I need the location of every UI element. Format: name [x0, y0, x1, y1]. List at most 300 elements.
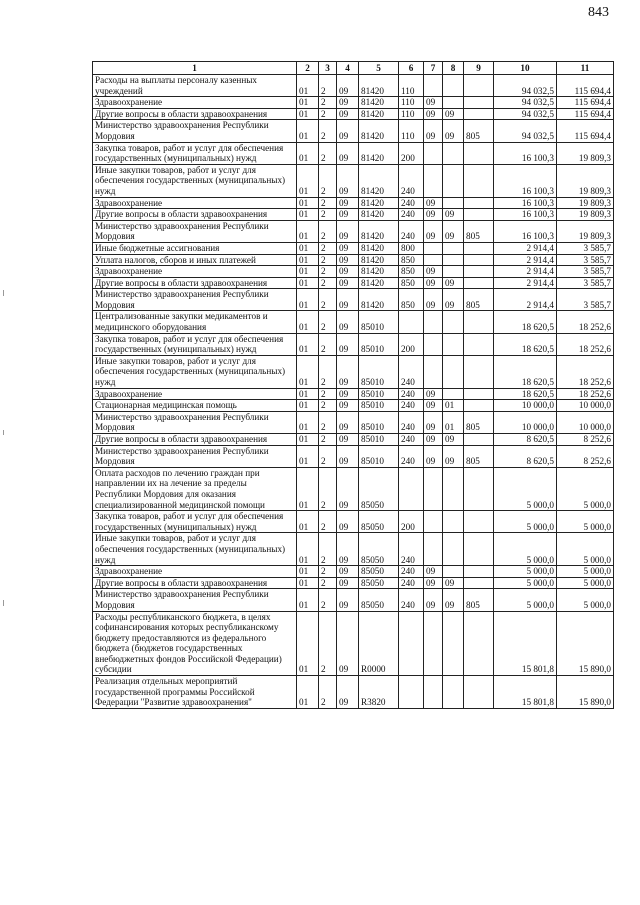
table-row [93, 254, 614, 266]
amount-cell: 5 000,0 [494, 533, 557, 566]
row-name-cell: Другие вопросы в области здравоохранения [93, 434, 297, 446]
code-cell: 09 [337, 400, 359, 412]
code-cell: 09 [337, 577, 359, 589]
code-cell: 09 [443, 120, 464, 142]
amount-cell: 94 032,5 [494, 120, 557, 142]
code-cell [464, 209, 494, 221]
code-cell: 800 [399, 242, 424, 254]
code-cell: 01 [297, 511, 319, 533]
code-cell: 110 [399, 75, 424, 97]
row-name-cell: Здравоохранение [93, 566, 297, 578]
code-cell: 200 [399, 333, 424, 355]
code-cell: 01 [297, 209, 319, 221]
amount-cell: 5 000,0 [494, 577, 557, 589]
row-name-cell: Централизованные закупки медикаментов и медицинского оборудования [93, 311, 297, 333]
amount-cell: 15 801,8 [494, 676, 557, 709]
code-cell [443, 254, 464, 266]
code-cell: 09 [424, 289, 443, 311]
code-cell: 200 [399, 142, 424, 164]
code-cell [443, 311, 464, 333]
code-cell: 01 [443, 411, 464, 433]
amount-cell: 8 620,5 [494, 445, 557, 467]
code-cell: 110 [399, 97, 424, 109]
code-cell: 240 [399, 220, 424, 242]
amount-cell: 5 000,0 [557, 589, 614, 611]
code-cell [464, 566, 494, 578]
table-row [93, 75, 614, 97]
code-cell [424, 164, 443, 197]
code-cell: 850 [399, 254, 424, 266]
table-row [93, 220, 614, 242]
scan-mark [3, 290, 4, 296]
code-cell: 240 [399, 589, 424, 611]
amount-cell: 2 914,4 [494, 277, 557, 289]
table-row [93, 445, 614, 467]
table-row [93, 355, 614, 388]
code-cell: 09 [424, 589, 443, 611]
code-cell: 240 [399, 411, 424, 433]
code-cell: 81420 [359, 97, 399, 109]
code-cell: 2 [319, 289, 337, 311]
amount-cell: 8 620,5 [494, 434, 557, 446]
code-cell: 09 [424, 266, 443, 278]
code-cell: 2 [319, 411, 337, 433]
code-cell: 240 [399, 388, 424, 400]
row-name-cell: Здравоохранение [93, 197, 297, 209]
amount-cell: 10 000,0 [557, 411, 614, 433]
code-cell: R0000 [359, 611, 399, 676]
row-name-cell: Министерство здравоохранения Республики Мордовия [93, 120, 297, 142]
table-row [93, 434, 614, 446]
code-cell [464, 355, 494, 388]
code-cell: 09 [337, 254, 359, 266]
code-cell: 81420 [359, 108, 399, 120]
code-cell: 01 [297, 289, 319, 311]
code-cell [443, 142, 464, 164]
code-cell: 09 [424, 220, 443, 242]
code-cell [464, 75, 494, 97]
budget-table [92, 61, 614, 709]
code-cell: 81420 [359, 142, 399, 164]
amount-cell: 18 620,5 [494, 311, 557, 333]
code-cell [424, 611, 443, 676]
code-cell [424, 467, 443, 510]
code-cell: 09 [424, 97, 443, 109]
code-cell: 81420 [359, 220, 399, 242]
code-cell: 85010 [359, 411, 399, 433]
code-cell [464, 577, 494, 589]
code-cell [464, 467, 494, 510]
code-cell: 09 [424, 108, 443, 120]
row-name-cell: Другие вопросы в области здравоохранения [93, 577, 297, 589]
code-cell: 85050 [359, 467, 399, 510]
code-cell: 01 [297, 108, 319, 120]
code-cell [443, 333, 464, 355]
code-cell: 240 [399, 355, 424, 388]
code-cell [424, 311, 443, 333]
code-cell [424, 511, 443, 533]
code-cell: 2 [319, 120, 337, 142]
code-cell: 2 [319, 355, 337, 388]
code-cell: 09 [424, 388, 443, 400]
amount-cell: 5 000,0 [494, 511, 557, 533]
code-cell: 09 [337, 589, 359, 611]
header-cell: 11 [557, 62, 614, 75]
table-row [93, 577, 614, 589]
row-name-cell: Уплата налогов, сборов и иных платежей [93, 254, 297, 266]
amount-cell: 5 000,0 [557, 467, 614, 510]
code-cell: 2 [319, 467, 337, 510]
amount-cell: 15 890,0 [557, 611, 614, 676]
code-cell: 2 [319, 400, 337, 412]
code-cell [464, 533, 494, 566]
code-cell: 09 [424, 277, 443, 289]
table-row [93, 209, 614, 221]
code-cell: 01 [297, 411, 319, 433]
amount-cell: 2 914,4 [494, 266, 557, 278]
code-cell: 01 [297, 254, 319, 266]
code-cell: 240 [399, 209, 424, 221]
code-cell: 81420 [359, 209, 399, 221]
code-cell: 09 [443, 577, 464, 589]
code-cell [424, 333, 443, 355]
code-cell [424, 142, 443, 164]
code-cell: 240 [399, 533, 424, 566]
table-row [93, 333, 614, 355]
code-cell: 240 [399, 400, 424, 412]
code-cell [443, 197, 464, 209]
code-cell: 09 [337, 277, 359, 289]
table-row [93, 589, 614, 611]
amount-cell: 5 000,0 [557, 511, 614, 533]
code-cell: 01 [297, 589, 319, 611]
amount-cell: 3 585,7 [557, 266, 614, 278]
amount-cell: 19 809,3 [557, 220, 614, 242]
code-cell [464, 400, 494, 412]
code-cell: 09 [337, 289, 359, 311]
row-name-cell: Министерство здравоохранения Республики Мордовия [93, 220, 297, 242]
code-cell: 09 [443, 277, 464, 289]
code-cell: 09 [443, 220, 464, 242]
code-cell: R3820 [359, 676, 399, 709]
code-cell [424, 355, 443, 388]
code-cell: 2 [319, 242, 337, 254]
header-cell: 2 [297, 62, 319, 75]
code-cell: 2 [319, 108, 337, 120]
code-cell: 01 [297, 676, 319, 709]
code-cell: 01 [297, 533, 319, 566]
code-cell: 2 [319, 311, 337, 333]
code-cell: 85050 [359, 589, 399, 611]
table-row [93, 289, 614, 311]
row-name-cell: Иные бюджетные ассигнования [93, 242, 297, 254]
amount-cell: 18 252,6 [557, 333, 614, 355]
amount-cell: 18 620,5 [494, 355, 557, 388]
code-cell: 81420 [359, 75, 399, 97]
code-cell: 240 [399, 577, 424, 589]
row-name-cell: Министерство здравоохранения Республики Мордовия [93, 589, 297, 611]
code-cell [399, 467, 424, 510]
table-row [93, 164, 614, 197]
code-cell: 200 [399, 511, 424, 533]
code-cell [464, 254, 494, 266]
code-cell [464, 142, 494, 164]
code-cell: 81420 [359, 242, 399, 254]
code-cell [424, 75, 443, 97]
amount-cell: 16 100,3 [494, 142, 557, 164]
code-cell [424, 254, 443, 266]
row-name-cell: Здравоохранение [93, 97, 297, 109]
code-cell [399, 311, 424, 333]
code-cell [424, 242, 443, 254]
amount-cell: 115 694,4 [557, 97, 614, 109]
code-cell: 110 [399, 108, 424, 120]
code-cell [464, 242, 494, 254]
code-cell: 01 [297, 566, 319, 578]
code-cell: 805 [464, 289, 494, 311]
row-name-cell: Здравоохранение [93, 266, 297, 278]
code-cell: 09 [443, 108, 464, 120]
table-row [93, 266, 614, 278]
code-cell: 09 [337, 676, 359, 709]
code-cell: 01 [297, 311, 319, 333]
code-cell: 81420 [359, 164, 399, 197]
amount-cell: 18 620,5 [494, 388, 557, 400]
code-cell: 01 [297, 97, 319, 109]
code-cell: 2 [319, 533, 337, 566]
code-cell: 09 [424, 566, 443, 578]
code-cell: 09 [337, 97, 359, 109]
code-cell [424, 533, 443, 566]
row-name-cell: Здравоохранение [93, 388, 297, 400]
code-cell: 240 [399, 197, 424, 209]
code-cell [443, 242, 464, 254]
amount-cell: 5 000,0 [557, 577, 614, 589]
amount-cell: 3 585,7 [557, 277, 614, 289]
code-cell: 2 [319, 333, 337, 355]
code-cell: 2 [319, 566, 337, 578]
amount-cell: 18 252,6 [557, 311, 614, 333]
code-cell: 81420 [359, 289, 399, 311]
code-cell: 2 [319, 277, 337, 289]
code-cell: 2 [319, 142, 337, 164]
amount-cell: 2 914,4 [494, 254, 557, 266]
code-cell: 09 [424, 445, 443, 467]
code-cell: 81420 [359, 277, 399, 289]
table-row [93, 566, 614, 578]
amount-cell: 18 620,5 [494, 333, 557, 355]
code-cell: 850 [399, 289, 424, 311]
code-cell [443, 266, 464, 278]
code-cell: 2 [319, 220, 337, 242]
amount-cell: 94 032,5 [494, 108, 557, 120]
code-cell: 09 [337, 142, 359, 164]
code-cell: 01 [297, 164, 319, 197]
table-row [93, 277, 614, 289]
code-cell: 09 [337, 197, 359, 209]
code-cell: 850 [399, 266, 424, 278]
code-cell [464, 266, 494, 278]
code-cell: 2 [319, 254, 337, 266]
code-cell [464, 277, 494, 289]
table-row [93, 400, 614, 412]
code-cell [443, 533, 464, 566]
code-cell: 110 [399, 120, 424, 142]
code-cell: 2 [319, 434, 337, 446]
code-cell: 01 [297, 611, 319, 676]
table-row [93, 311, 614, 333]
code-cell: 09 [337, 533, 359, 566]
code-cell: 81420 [359, 120, 399, 142]
code-cell: 240 [399, 566, 424, 578]
code-cell: 09 [337, 611, 359, 676]
code-cell [464, 388, 494, 400]
table-row [93, 120, 614, 142]
table-row [93, 533, 614, 566]
amount-cell: 5 000,0 [494, 566, 557, 578]
amount-cell: 94 032,5 [494, 75, 557, 97]
amount-cell: 2 914,4 [494, 242, 557, 254]
code-cell [443, 164, 464, 197]
header-cell: 10 [494, 62, 557, 75]
code-cell [464, 676, 494, 709]
amount-cell: 115 694,4 [557, 120, 614, 142]
code-cell: 81420 [359, 254, 399, 266]
code-cell: 09 [443, 445, 464, 467]
table-row [93, 467, 614, 510]
code-cell: 09 [337, 75, 359, 97]
scan-mark [3, 600, 4, 606]
row-name-cell: Реализация отдельных мероприятий государственной программы Российской Федерации "Развитие здравоохранения" [93, 676, 297, 709]
row-name-cell: Министерство здравоохранения Республики Мордовия [93, 289, 297, 311]
amount-cell: 5 000,0 [494, 589, 557, 611]
code-cell [464, 434, 494, 446]
amount-cell: 19 809,3 [557, 164, 614, 197]
code-cell: 09 [337, 411, 359, 433]
code-cell: 01 [297, 445, 319, 467]
code-cell: 2 [319, 611, 337, 676]
code-cell: 85050 [359, 511, 399, 533]
code-cell [464, 333, 494, 355]
code-cell [443, 511, 464, 533]
code-cell: 09 [424, 411, 443, 433]
code-cell: 09 [337, 242, 359, 254]
code-cell: 240 [399, 434, 424, 446]
code-cell: 85050 [359, 566, 399, 578]
code-cell [443, 388, 464, 400]
code-cell: 805 [464, 120, 494, 142]
amount-cell: 16 100,3 [494, 164, 557, 197]
table-row [93, 611, 614, 676]
code-cell [443, 611, 464, 676]
code-cell: 09 [337, 311, 359, 333]
code-cell [399, 611, 424, 676]
code-cell: 240 [399, 445, 424, 467]
header-cell: 3 [319, 62, 337, 75]
code-cell: 09 [337, 333, 359, 355]
code-cell: 01 [297, 142, 319, 164]
amount-cell: 15 890,0 [557, 676, 614, 709]
amount-cell: 10 000,0 [494, 400, 557, 412]
code-cell: 01 [443, 400, 464, 412]
code-cell: 85010 [359, 311, 399, 333]
header-cell: 1 [93, 62, 297, 75]
code-cell: 09 [337, 445, 359, 467]
amount-cell: 10 000,0 [494, 411, 557, 433]
amount-cell: 2 914,4 [494, 289, 557, 311]
code-cell [464, 311, 494, 333]
row-name-cell: Иные закупки товаров, работ и услуг для обеспечения государственных (муниципальных) нужд [93, 164, 297, 197]
amount-cell: 3 585,7 [557, 242, 614, 254]
code-cell: 2 [319, 164, 337, 197]
code-cell: 09 [337, 120, 359, 142]
table-row [93, 411, 614, 433]
code-cell: 01 [297, 197, 319, 209]
code-cell: 09 [337, 266, 359, 278]
code-cell: 2 [319, 197, 337, 209]
code-cell: 09 [424, 197, 443, 209]
code-cell [443, 467, 464, 510]
amount-cell: 16 100,3 [494, 209, 557, 221]
amount-cell: 3 585,7 [557, 254, 614, 266]
code-cell: 01 [297, 333, 319, 355]
code-cell: 81420 [359, 266, 399, 278]
table-row [93, 388, 614, 400]
code-cell: 09 [424, 434, 443, 446]
code-cell: 01 [297, 277, 319, 289]
amount-cell: 8 252,6 [557, 434, 614, 446]
code-cell: 2 [319, 445, 337, 467]
header-cell: 9 [464, 62, 494, 75]
code-cell: 01 [297, 355, 319, 388]
code-cell: 01 [297, 388, 319, 400]
code-cell [464, 97, 494, 109]
row-name-cell: Расходы республиканского бюджета, в целях софинансирования которых республиканскому бюджету предоставляются из федерального бюджета (бюджетов государственных внебюджетных фондов Российской Федерации) субсидии [93, 611, 297, 676]
table-row [93, 511, 614, 533]
code-cell: 85010 [359, 388, 399, 400]
code-cell: 09 [337, 164, 359, 197]
row-name-cell: Оплата расходов по лечению граждан при направлении их на лечение за пределы Республики Мордовия для оказания специализированной медицинской помощи [93, 467, 297, 510]
code-cell: 09 [443, 209, 464, 221]
table-row [93, 108, 614, 120]
code-cell: 2 [319, 388, 337, 400]
amount-cell: 16 100,3 [494, 197, 557, 209]
code-cell [464, 611, 494, 676]
code-cell: 2 [319, 511, 337, 533]
row-name-cell: Закупка товаров, работ и услуг для обеспечения государственных (муниципальных) нужд [93, 511, 297, 533]
code-cell [443, 355, 464, 388]
code-cell [443, 566, 464, 578]
table-body [93, 75, 614, 709]
code-cell: 805 [464, 220, 494, 242]
code-cell [399, 676, 424, 709]
table-row [93, 142, 614, 164]
row-name-cell: Иные закупки товаров, работ и услуг для обеспечения государственных (муниципальных) нужд [93, 355, 297, 388]
amount-cell: 115 694,4 [557, 75, 614, 97]
code-cell [464, 511, 494, 533]
table-row [93, 97, 614, 109]
code-cell: 09 [424, 120, 443, 142]
code-cell: 2 [319, 75, 337, 97]
code-cell: 2 [319, 676, 337, 709]
code-cell: 850 [399, 277, 424, 289]
amount-cell: 18 252,6 [557, 388, 614, 400]
code-cell: 805 [464, 589, 494, 611]
code-cell: 09 [443, 289, 464, 311]
amount-cell: 5 000,0 [557, 533, 614, 566]
amount-cell: 3 585,7 [557, 289, 614, 311]
amount-cell: 15 801,8 [494, 611, 557, 676]
